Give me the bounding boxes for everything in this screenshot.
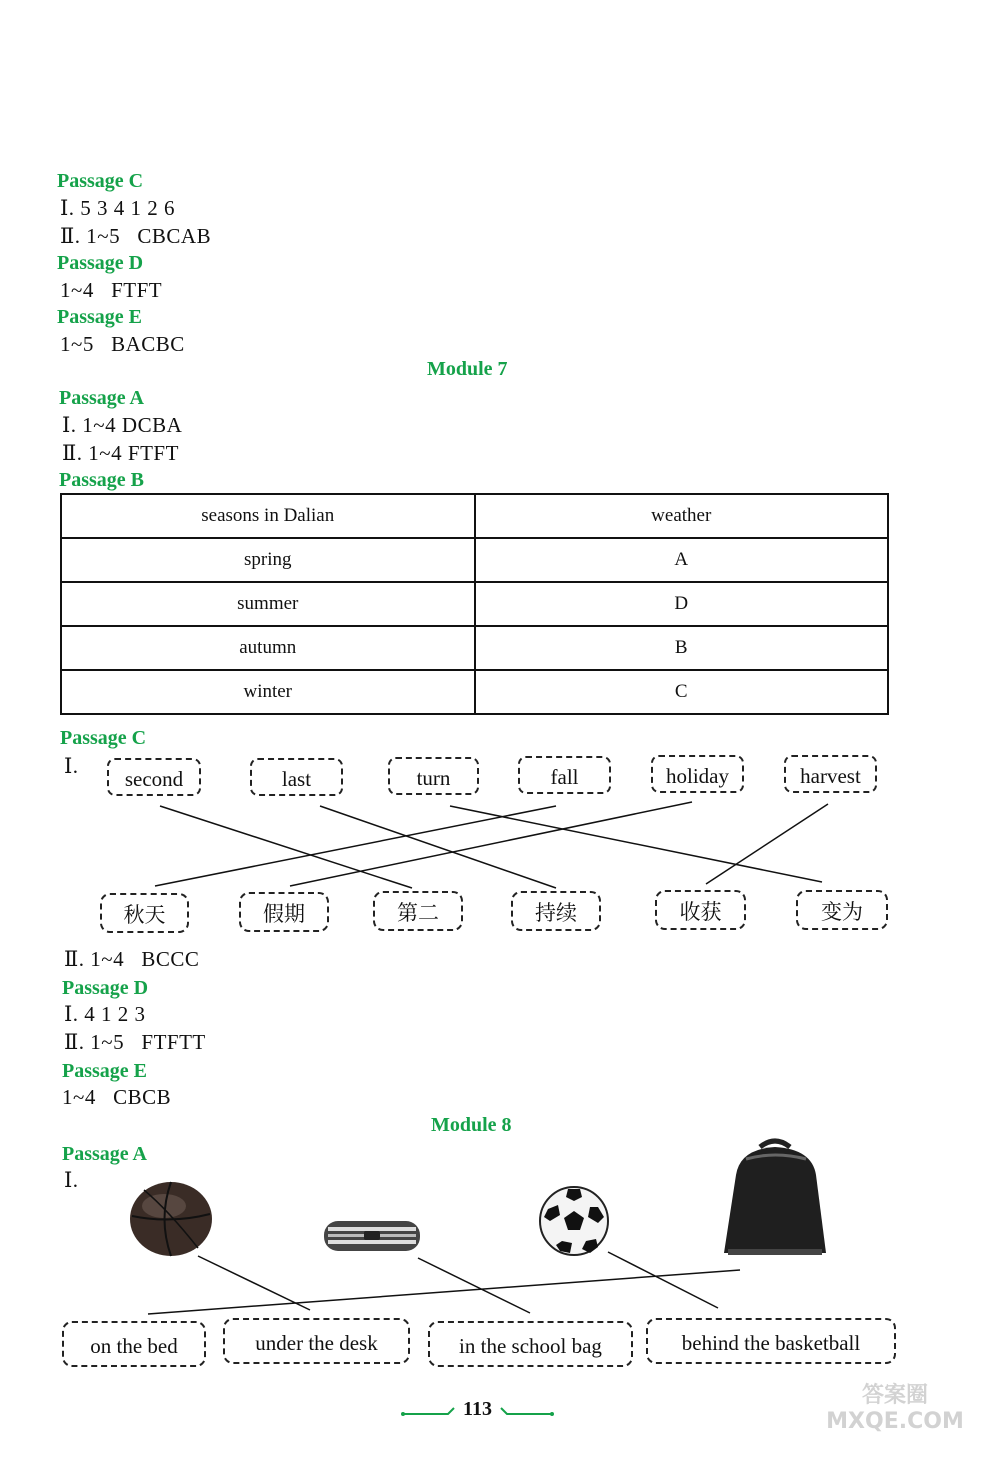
- match-line: [160, 806, 412, 888]
- page-number: 113: [463, 1398, 492, 1420]
- table-header-cell: seasons in Dalian: [61, 494, 475, 538]
- place-box: in the school bag: [428, 1321, 633, 1367]
- m8-passage-a-heading: Passage A: [62, 1143, 147, 1165]
- m7-passage-d-answer-1: Ⅰ. 4 1 2 3: [64, 1002, 146, 1026]
- m7-passage-e-heading: Passage E: [62, 1060, 147, 1082]
- passage-e-heading: Passage E: [57, 306, 142, 328]
- pencil-case-icon: [322, 1218, 422, 1254]
- m8-passage-a-roman: Ⅰ.: [64, 1168, 79, 1192]
- m7-passage-b-heading: Passage B: [59, 469, 144, 491]
- english-word-box: harvest: [784, 755, 877, 793]
- table-header-cell: weather: [475, 494, 889, 538]
- place-box: behind the basketball: [646, 1318, 896, 1364]
- module-8-title: Module 8: [431, 1114, 512, 1136]
- m7-passage-d-answer-2: Ⅱ. 1~5 FTFTT: [64, 1030, 206, 1054]
- basketball-icon: [128, 1180, 214, 1258]
- school-bag-icon: [720, 1135, 830, 1259]
- m7-passage-a-heading: Passage A: [59, 387, 144, 409]
- chinese-word-box: 收获: [655, 890, 746, 930]
- match-line: [198, 1256, 310, 1310]
- chinese-word-box: 第二: [373, 891, 463, 931]
- english-word-box: second: [107, 758, 201, 796]
- module-7-title: Module 7: [427, 358, 508, 380]
- table-cell: autumn: [61, 626, 475, 670]
- passage-e-answer: 1~5 BACBC: [60, 332, 185, 356]
- chinese-word-box: 秋天: [100, 893, 189, 933]
- chinese-word-box: 假期: [239, 892, 329, 932]
- chinese-word-box: 变为: [796, 890, 888, 930]
- table-cell: winter: [61, 670, 475, 714]
- passage-c-answer-2: Ⅱ. 1~5 CBCAB: [60, 224, 212, 248]
- m7-passage-e-answer: 1~4 CBCB: [62, 1085, 172, 1109]
- passage-d-answer: 1~4 FTFT: [60, 278, 163, 302]
- english-word-box: holiday: [651, 755, 744, 793]
- table-cell: spring: [61, 538, 475, 582]
- table-cell: B: [475, 626, 889, 670]
- chinese-word-box: 持续: [511, 891, 601, 931]
- passage-d-heading: Passage D: [57, 252, 144, 274]
- table-cell: A: [475, 538, 889, 582]
- football-icon: [538, 1185, 610, 1257]
- place-box: on the bed: [62, 1321, 206, 1367]
- english-word-box: turn: [388, 757, 479, 795]
- m7-passage-a-answer-2: Ⅱ. 1~4 FTFT: [62, 441, 179, 465]
- m7-passage-c-heading: Passage C: [60, 727, 147, 749]
- passage-c-answer-1: Ⅰ. 5 3 4 1 2 6: [60, 196, 176, 220]
- watermark: 答案圈 MXQE.COM: [826, 1383, 964, 1434]
- passage-c-heading: Passage C: [57, 170, 144, 192]
- english-word-box: fall: [518, 756, 611, 794]
- table-cell: summer: [61, 582, 475, 626]
- table-cell: D: [475, 582, 889, 626]
- m7-passage-a-answer-1: Ⅰ. 1~4 DCBA: [62, 413, 183, 437]
- m7-passage-c-roman: Ⅰ.: [64, 754, 79, 778]
- m7-passage-c-answer-2: Ⅱ. 1~4 BCCC: [64, 947, 200, 971]
- match-line: [706, 804, 828, 884]
- match-line: [148, 1270, 740, 1314]
- match-line: [320, 806, 556, 888]
- table-cell: C: [475, 670, 889, 714]
- place-box: under the desk: [223, 1318, 410, 1364]
- match-line: [418, 1258, 530, 1313]
- m7-passage-d-heading: Passage D: [62, 977, 149, 999]
- match-line: [608, 1252, 718, 1308]
- english-word-box: last: [250, 758, 343, 796]
